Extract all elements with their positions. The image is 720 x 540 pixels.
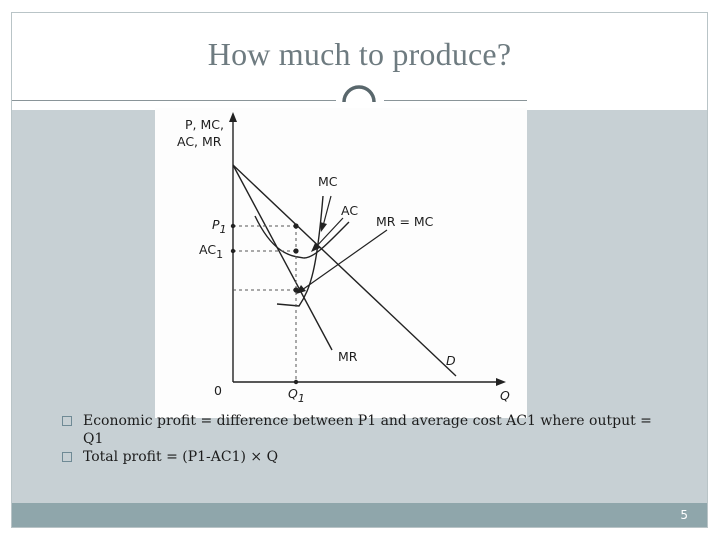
page-number: 5 [680, 508, 688, 522]
point-mr-eq-mc [293, 287, 298, 292]
title-divider-right [384, 100, 527, 101]
bullet-list [62, 412, 662, 466]
x-axis-label: Q [500, 388, 510, 403]
bullet-box-icon [62, 452, 72, 462]
tick-q1 [294, 380, 298, 384]
tick-p1 [231, 224, 235, 228]
bullet-text: Total profit = (P1-AC1) × Q [83, 449, 279, 465]
bullet-item [62, 448, 662, 466]
demand-curve [233, 165, 456, 376]
footer-bar [12, 503, 707, 527]
mr-label: MR [338, 349, 358, 364]
mc-label-arrow [323, 196, 331, 226]
slide-title: How much to produce? [207, 36, 512, 72]
mc-label-arrowhead [320, 222, 327, 232]
title-ring-ornament [338, 78, 380, 106]
x-axis-arrow [496, 378, 506, 386]
mr-eq-mc-label: MR = MC [376, 214, 434, 229]
d-label: D [446, 353, 456, 368]
point-ac1 [293, 248, 298, 253]
mc-label: MC [318, 174, 338, 189]
diagram-svg [155, 108, 527, 418]
q1-label: Q1 [288, 386, 305, 405]
bullet-text: Economic profit = difference between P1 and average cost AC1 where output = Q1 [83, 413, 652, 447]
average-cost-curve [255, 216, 349, 258]
bullet-box-icon [62, 416, 72, 426]
tick-ac1 [231, 249, 235, 253]
title-divider-left [12, 100, 336, 101]
mr-eq-mc-arrow [302, 230, 387, 290]
y-axis-label-line2: AC, MR [177, 134, 222, 149]
ac1-label: AC1 [199, 242, 224, 261]
ac-label: AC [341, 203, 359, 218]
point-p1 [293, 223, 298, 228]
p1-label: P1 [212, 217, 227, 236]
economics-diagram [155, 108, 527, 418]
y-axis-label-line1: P, MC, [185, 117, 224, 132]
origin-label: 0 [214, 383, 222, 398]
y-axis-arrow [229, 112, 237, 122]
bullet-item [62, 412, 662, 448]
marginal-revenue-curve [233, 165, 332, 350]
